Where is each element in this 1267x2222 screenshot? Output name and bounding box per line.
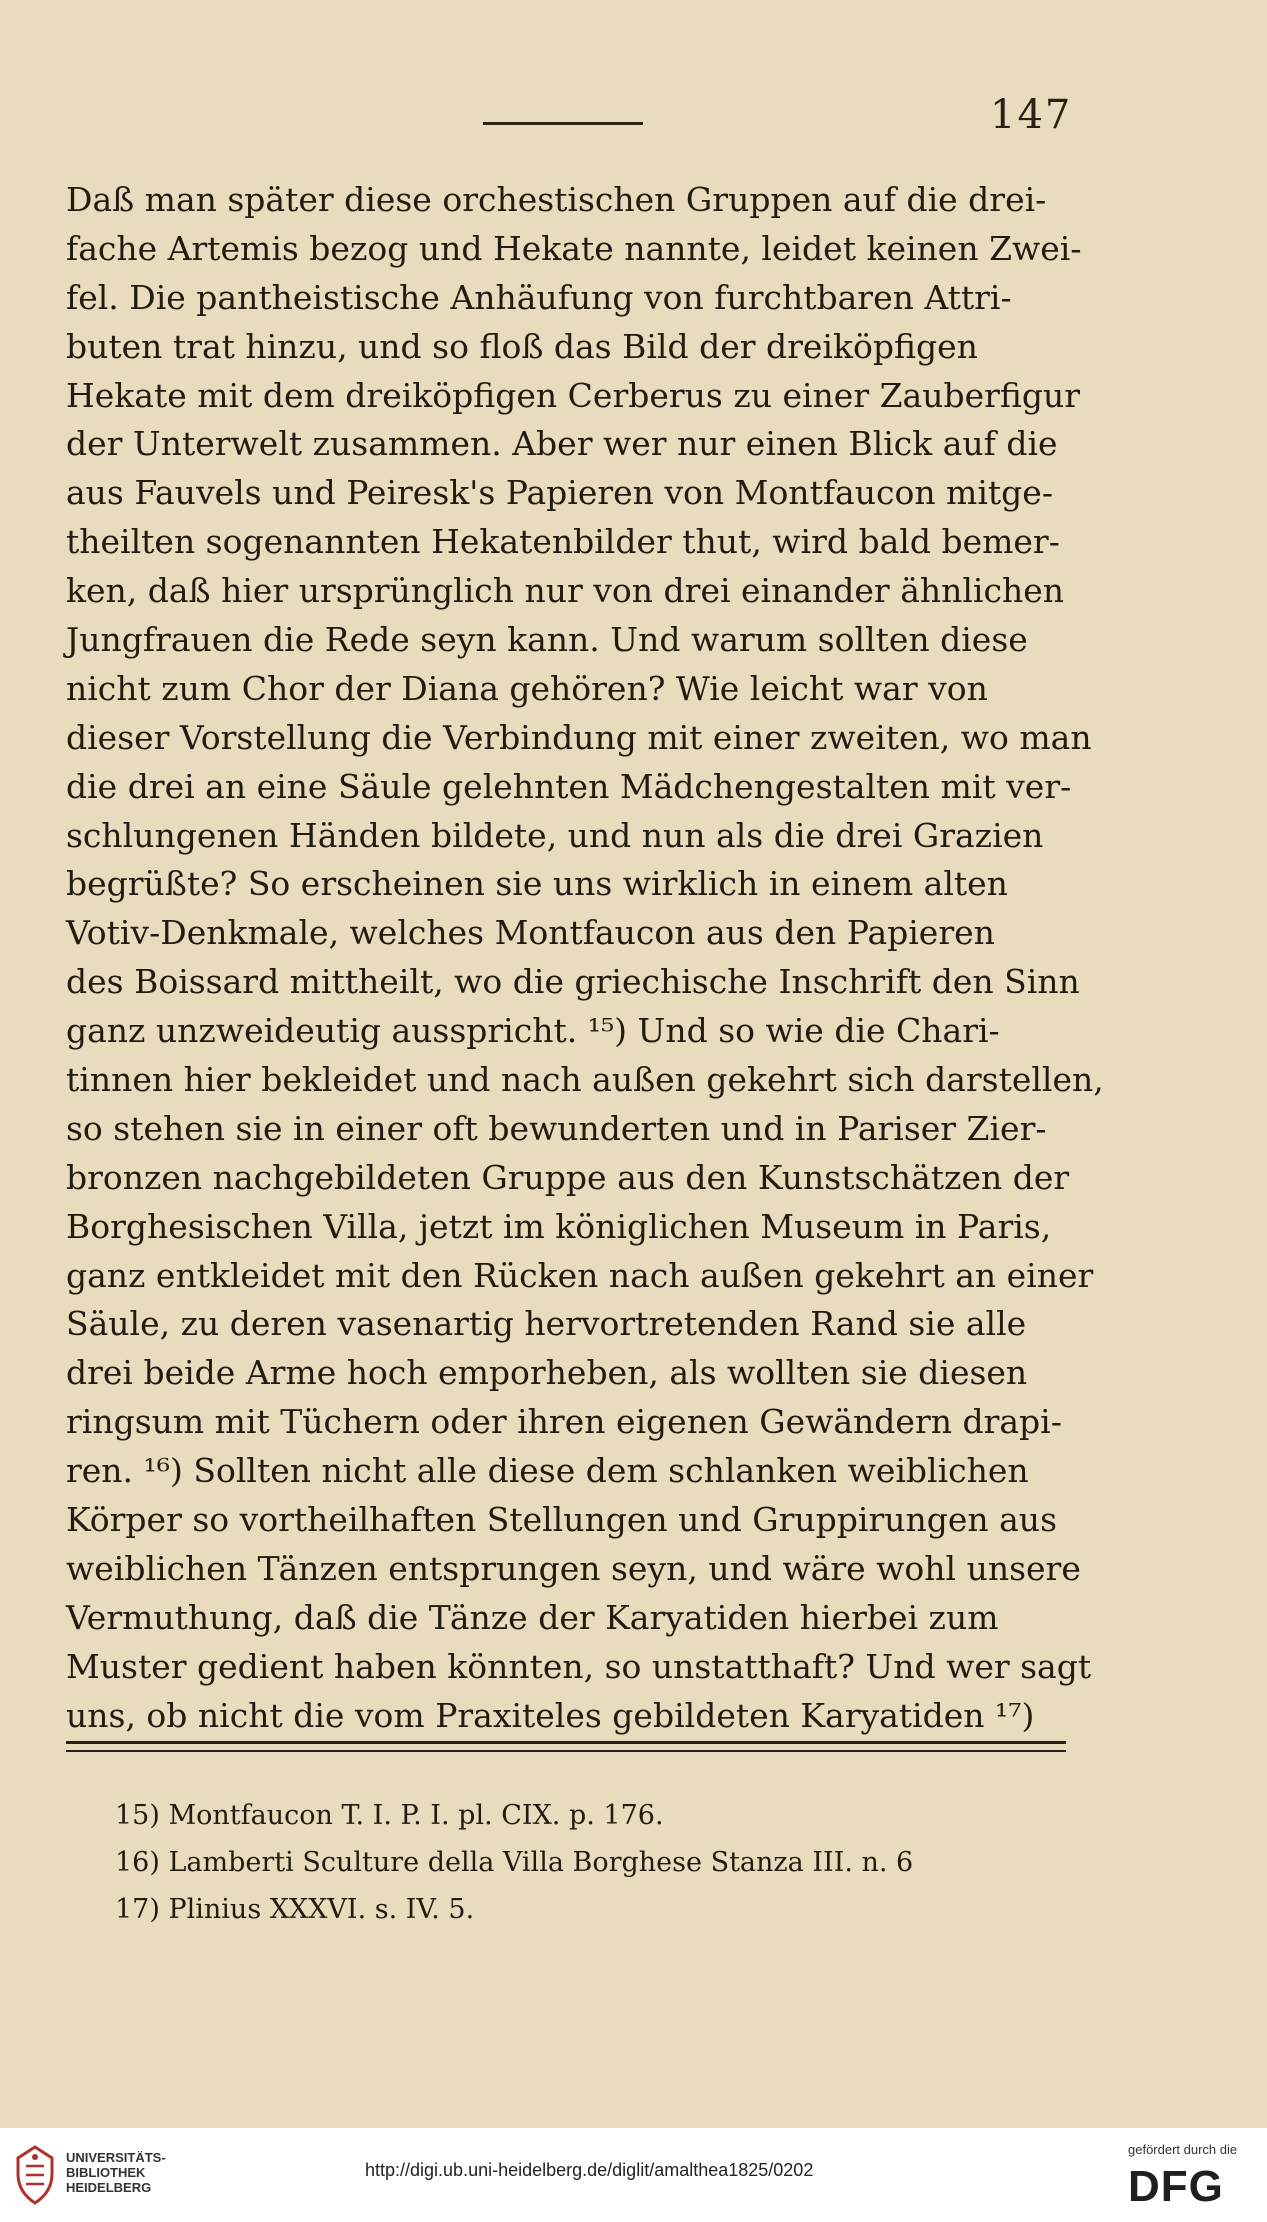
footnote-separator-thin [66,1750,1066,1752]
text-line: ren. ¹⁶) Sollten nicht alle diese dem schlanken weiblichen [66,1451,1029,1491]
footnote: 16) Lamberti Sculture della Villa Borghese Stanza III. n. 6 [115,1847,914,1878]
footnote-separator-thick [66,1741,1066,1744]
permalink-url[interactable]: http://digi.ub.uni-heidelberg.de/diglit/amalthea1825/0202 [365,2160,814,2180]
text-line: Hekate mit dem dreiköpfigen Cerberus zu einer Zauberfigur [66,375,1081,415]
text-line: der Unterwelt zusammen. Aber wer nur einen Blick auf die [66,424,1058,464]
text-line: fache Artemis bezog und Hekate nannte, leidet keinen Zwei- [66,228,1082,268]
text-line: Säule, zu deren vasenartig hervortretenden Rand sie alle [66,1304,1027,1344]
text-line: ken, daß hier ursprünglich nur von drei einander ähnlichen [66,571,1065,611]
institution-line: BIBLIOTHEK [66,2165,146,2180]
footnotes [115,1792,1075,1933]
text-line: Borghesischen Villa, jetzt im königlichen Museum in Paris, [66,1206,1052,1246]
footnote: 17) Plinius XXXVI. s. IV. 5. [115,1894,475,1925]
viewer-footer [0,2128,1267,2222]
university-seal-icon [12,2144,58,2206]
text-line: uns, ob nicht die vom Praxiteles gebildeten Karyatiden ¹⁷) [66,1695,1035,1735]
text-line: drei beide Arme hoch emporheben, als wollten sie diesen [66,1353,1028,1393]
text-line: weiblichen Tänzen entsprungen seyn, und wäre wohl unsere [66,1548,1081,1588]
text-line: tinnen hier bekleidet und nach außen gekehrt sich darstellen, [66,1060,1104,1100]
body-text [66,176,1104,1741]
text-line: so stehen sie in einer oft bewunderten und in Pariser Zier- [66,1108,1047,1148]
text-line: Daß man später diese orchestischen Gruppen auf die drei- [66,180,1047,219]
text-line: des Boissard mittheilt, wo die griechische Inschrift den Sinn [66,962,1080,1002]
text-line: begrüßte? So erscheinen sie uns wirklich in einem alten [66,864,1008,904]
text-line: ganz entkleidet mit den Rücken nach außen gekehrt an einer [66,1255,1094,1295]
institution-line: HEIDELBERG [66,2180,152,2195]
text-line: dieser Vorstellung die Verbindung mit einer zweiten, wo man [66,717,1092,757]
dfg-logo: DFG [1128,2162,1224,2211]
text-line: schlungenen Händen bildete, und nun als die drei Grazien [66,815,1044,855]
text-line: theilten sogenannten Hekatenbilder thut, wird bald bemer- [66,522,1060,562]
text-line: buten trat hinzu, und so floß das Bild der dreiköpfigen [66,326,978,366]
text-line: die drei an eine Säule gelehnten Mädchengestalten mit ver- [66,766,1072,806]
text-line: bronzen nachgebildeten Gruppe aus den Kunstschätzen der [66,1157,1070,1197]
text-line: ganz unzweideutig ausspricht. ¹⁵) Und so wie die Chari- [66,1011,1000,1051]
text-line: fel. Die pantheistische Anhäufung von furchtbaren Attri- [66,277,1012,317]
text-line: Votiv-Denkmale, welches Montfaucon aus den Papieren [66,913,995,953]
page-number: 147 [990,92,1073,138]
institution-name [66,2150,166,2195]
text-line: ringsum mit Tüchern oder ihren eigenen Gewändern drapi- [66,1402,1062,1442]
text-line: Muster gedient haben könnten, so unstatthaft? Und wer sagt [66,1646,1092,1686]
institution-line: UNIVERSITÄTS- [66,2150,166,2165]
text-line: Jungfrauen die Rede seyn kann. Und warum sollten diese [66,620,1028,660]
text-line: Vermuthung, daß die Tänze der Karyatiden hierbei zum [66,1597,999,1637]
header-rule [483,122,643,125]
text-line: nicht zum Chor der Diana gehören? Wie leicht war von [66,668,988,708]
text-line: Körper so vortheilhaften Stellungen und Gruppirungen aus [66,1500,1057,1540]
text-line: aus Fauvels und Peiresk's Papieren von Montfaucon mitge- [66,473,1053,513]
footnote: 15) Montfaucon T. I. P. I. pl. CIX. p. 176. [115,1800,664,1831]
funded-by-label: gefördert durch die [1128,2142,1238,2157]
